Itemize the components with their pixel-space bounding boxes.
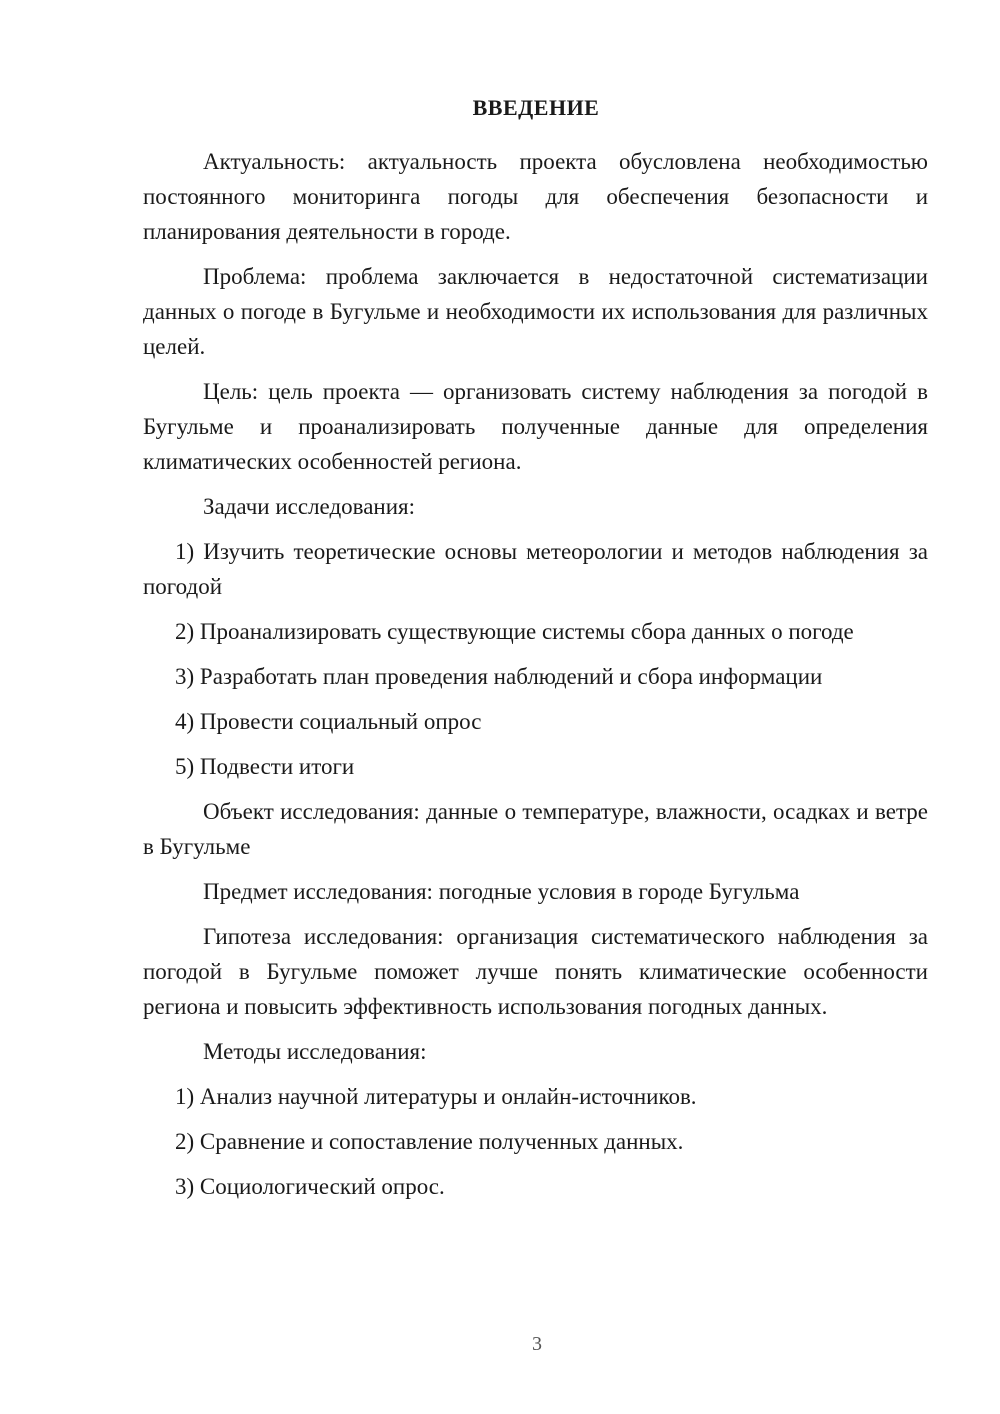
paragraph-problem: Проблема: проблема заключается в недостаточной систематизации данных о погоде в Бугульме и необходимости их использования для различных целей. xyxy=(143,264,928,359)
method-item: 3) Социологический опрос. xyxy=(175,1174,445,1199)
paragraph-subject: Предмет исследования: погодные условия в городе Бугульма xyxy=(203,879,800,904)
paragraph-goal: Цель: цель проекта — организовать систему наблюдения за погодой в Бугульме и проанализировать полученные данные для определения климатических особенностей региона. xyxy=(143,379,928,474)
method-item: 1) Анализ научной литературы и онлайн-источников. xyxy=(175,1084,697,1109)
paragraph-hypothesis: Гипотеза исследования: организация систематического наблюдения за погодой в Бугульме поможет лучше понять климатические особенности региона и повысить эффективность использования погодных данных. xyxy=(143,924,928,1019)
task-item: 3) Разработать план проведения наблюдений и сбора информации xyxy=(175,664,823,689)
paragraph-object: Объект исследования: данные о температуре, влажности, осадках и ветре в Бугульме xyxy=(143,799,928,859)
task-item: 2) Проанализировать существующие системы сбора данных о погоде xyxy=(175,619,854,644)
section-title: ВВЕДЕНИЕ xyxy=(472,95,600,120)
task-item: 4) Провести социальный опрос xyxy=(175,709,482,734)
methods-heading: Методы исследования: xyxy=(203,1039,427,1064)
method-item: 2) Сравнение и сопоставление полученных данных. xyxy=(175,1129,684,1154)
document-body xyxy=(143,144,928,1214)
tasks-heading: Задачи исследования: xyxy=(203,494,416,519)
paragraph-relevance: Актуальность: актуальность проекта обусловлена необходимостью постоянного мониторинга погоды для обеспечения безопасности и планирования деятельности в городе. xyxy=(143,149,928,244)
task-item: 5) Подвести итоги xyxy=(175,754,355,779)
page-number: 3 xyxy=(532,1333,542,1355)
task-item: 1) Изучить теоретические основы метеорологии и методов наблюдения за погодой xyxy=(143,539,928,599)
